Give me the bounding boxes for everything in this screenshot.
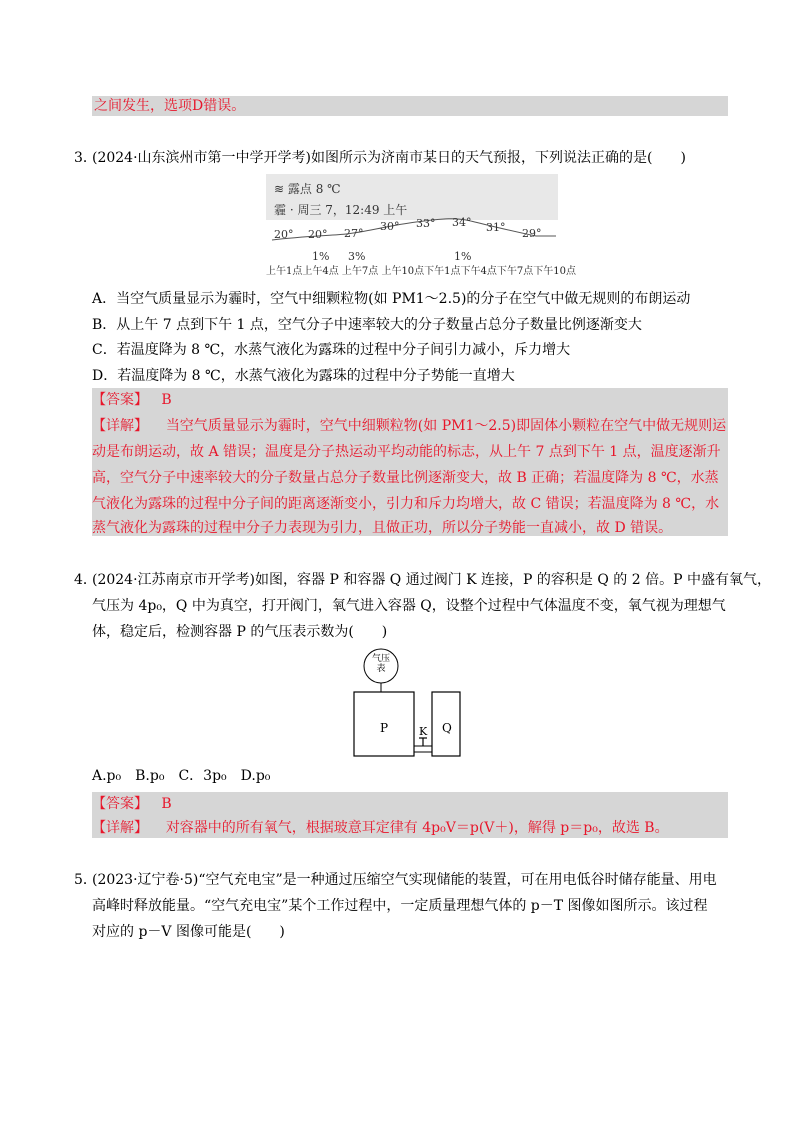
temp-label: 30° — [380, 220, 400, 233]
q4-stem-line-3: 体，稳定后，检测容器 P 的气压表示数为( ) — [92, 624, 388, 640]
apparatus-drawing — [340, 646, 490, 762]
q4-stem-line-2: 气压为 4p₀，Q 中为真空，打开阀门，氧气进入容器 Q，设整个过程中气体温度不变，氧气视为理想气 — [92, 598, 726, 614]
temp-label: 20° — [274, 228, 294, 241]
q5-number: 5． — [74, 872, 97, 888]
q5-stem-line-1: (2023·辽宁卷·5)“空气充电宝”是一种通过压缩空气实现储能的装置，可在用电低谷时储存能量、用电 — [92, 872, 717, 888]
q4-detail: 【详解】 对容器中的所有氧气，根据玻意耳定律有 4p₀V＝p(V＋)，解得 p＝p₀，故选 B。 — [92, 820, 669, 836]
container-q-label: Q — [442, 721, 452, 735]
q4-answer — [92, 794, 172, 814]
previous-answer-text: 之间发生，选项D错误。 — [94, 98, 246, 114]
answer-tag: 【答案】 — [92, 796, 148, 812]
weather-forecast-image — [266, 174, 558, 274]
temp-label: 29° — [522, 227, 542, 240]
q5-stem-line-2: 高峰时释放能量。“空气充电宝”某个工作过程中，一定质量理想气体的 p－T 图像如图所示。该过程 — [92, 898, 708, 914]
q3-detail-line-4: 气液化为露珠的过程中分子间的距离逐渐变小，引力和斥力均增大，故 C 错误；若温度降为 8 ℃，水 — [92, 496, 720, 512]
temp-label: 31° — [486, 221, 506, 234]
haze-icon: ≋ — [274, 182, 285, 196]
time-axis-labels: 上午1点上午4点 上午7点 上午10点下午1点下午4点下午7点下午10点 — [266, 266, 576, 277]
q3-detail-line-5: 蒸气液化为露珠的过程中分子力表现为引力，且做正功，所以分子势能一直减小，故 D 错误。 — [92, 520, 673, 536]
temp-label: 34° — [452, 216, 472, 229]
q3-detail-line-1: 【详解】 当空气质量显示为霾时，空气中细颗粒物(如 PM1～2.5)即固体小颗粒在空气中做无规则运 — [92, 418, 727, 434]
valve-k-label: K — [419, 725, 428, 738]
q3-stem: (2024·山东滨州市第一中学开学考)如图所示为济南市某日的天气预报，下列说法正确的是( ) — [92, 150, 686, 166]
answer-tag: 【答案】 — [92, 392, 148, 408]
temperature-curve — [266, 174, 558, 274]
precip-label: 1% — [312, 250, 330, 263]
q4-options: A.p₀ B.p₀ C．3p₀ D.p₀ — [92, 768, 271, 784]
q3-detail-line-3: 高，空气分子中速率较大的分子数量占总分子数量比例逐渐变大，故 B 正确；若温度降为 8 ℃，水蒸 — [92, 470, 719, 486]
precip-label: 3% — [348, 250, 366, 263]
q3-option-b: B．从上午 7 点到下午 1 点，空气分子中速率较大的分子数量占总分子数量比例逐渐变大 — [92, 317, 642, 333]
detail-tag: 【详解】 — [92, 418, 148, 434]
q3-number: 3． — [74, 150, 97, 166]
temp-label: 27° — [344, 227, 364, 240]
pressure-gauge-label: 气压表 — [371, 654, 390, 674]
weather-date-label: 霾 · 周三 7，12:49 上午 — [274, 203, 408, 217]
q5-stem-line-3: 对应的 p－V 图像可能是( ) — [92, 924, 285, 940]
q3-detail-line-2: 动是布朗运动，故 A 错误；温度是分子热运动平均动能的标志，从上午 7 点到下午 1 点，温度逐渐升 — [92, 444, 721, 460]
q3-option-c: C．若温度降为 8 ℃，水蒸气液化为露珠的过程中分子间引力减小，斥力增大 — [92, 342, 571, 358]
temp-label: 33° — [416, 217, 436, 230]
container-apparatus-diagram — [340, 646, 490, 762]
q3-option-d: D．若温度降为 8 ℃，水蒸气液化为露珠的过程中分子势能一直增大 — [92, 368, 515, 384]
q4-number: 4． — [74, 572, 97, 588]
dew-point-label: ≋ 露点 8 ℃ — [274, 182, 341, 196]
detail-tag: 【详解】 — [92, 820, 148, 836]
answer-value: B — [161, 392, 172, 408]
q4-stem-line-1: (2024·江苏南京市开学考)如图，容器 P 和容器 Q 通过阀门 K 连接，P 的容积是 Q 的 2 倍。P 中盛有氧气， — [92, 572, 771, 588]
temp-label: 20° — [308, 228, 328, 241]
container-p-label: P — [380, 721, 389, 735]
answer-value: B — [161, 796, 172, 812]
q3-option-a: A．当空气质量显示为霾时，空气中细颗粒物(如 PM1～2.5)的分子在空气中做无规则的布朗运动 — [92, 291, 691, 307]
precip-label: 1% — [454, 250, 472, 263]
q3-answer — [92, 390, 172, 410]
